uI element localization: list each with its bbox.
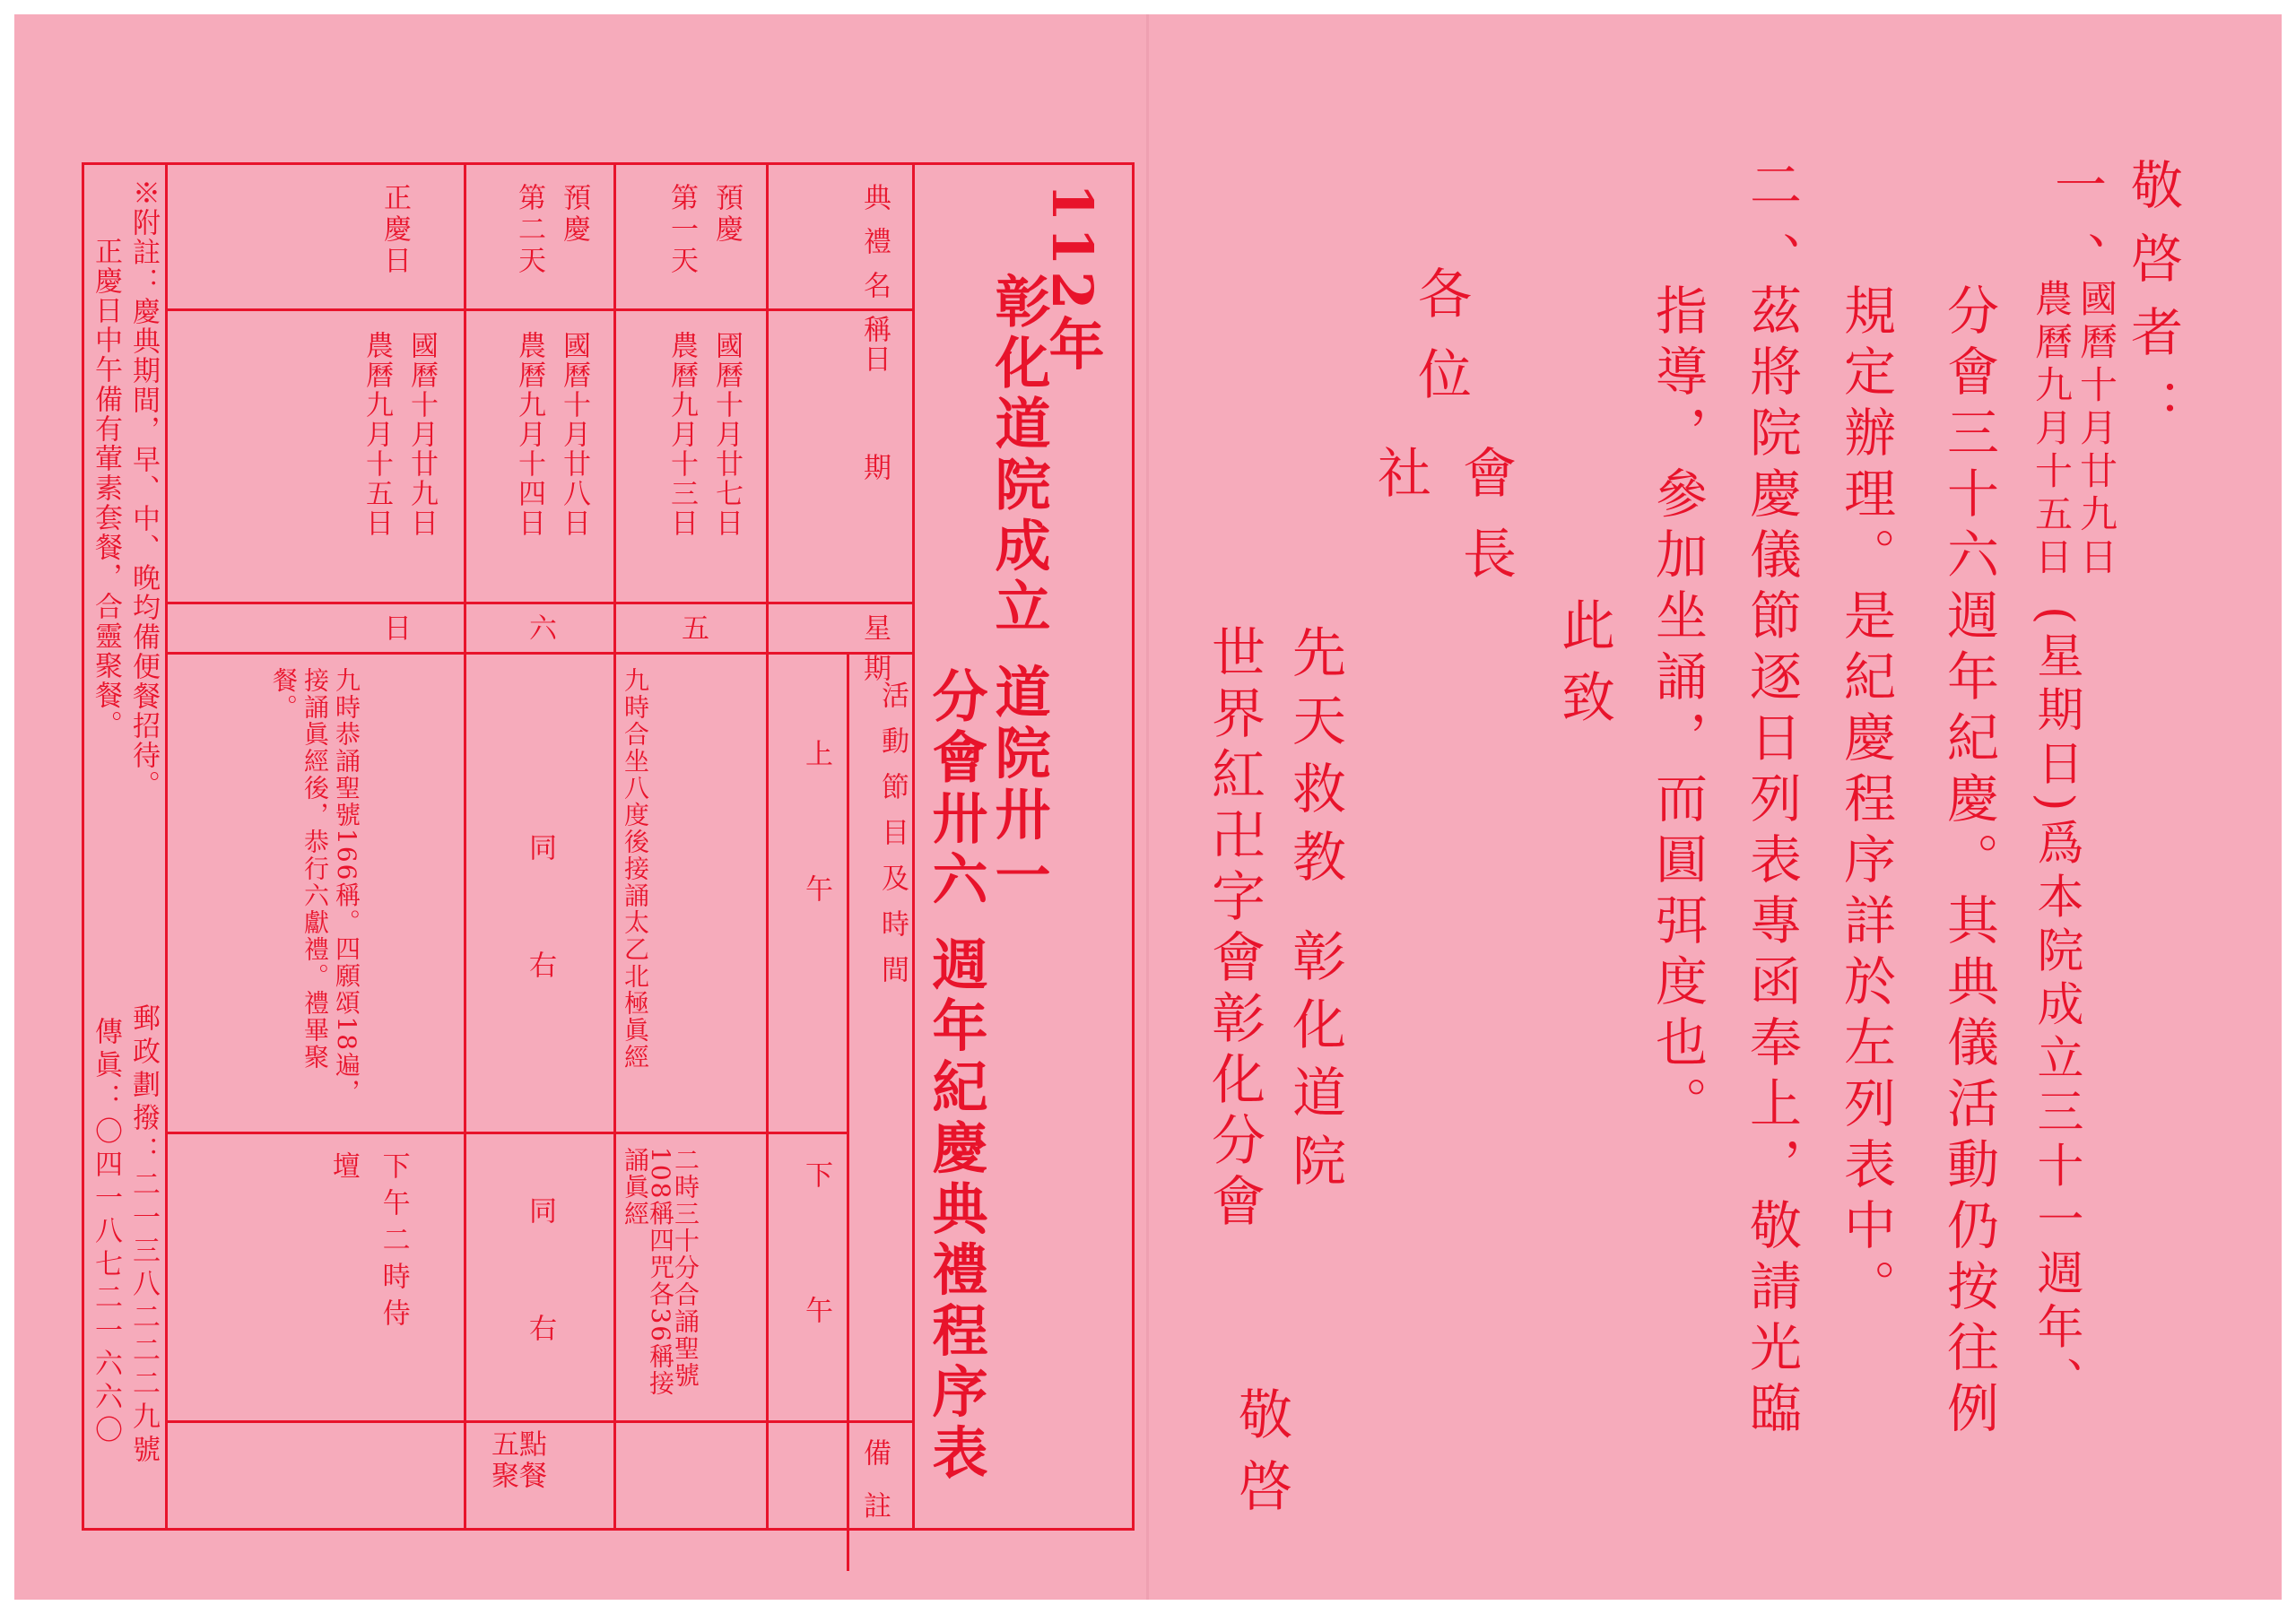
invitation-sheet: [14, 14, 2282, 1600]
note-postal: 郵政劃撥：二一三八二二二九號: [127, 1003, 160, 1468]
day2-greg: 國曆十月廿八日: [558, 331, 590, 538]
sender-1: 先天救教 彰化道院: [1283, 624, 1346, 1202]
note-fax: 傳眞：〇四一八七二一六六〇: [90, 1017, 122, 1448]
letter-closing: 敬啓: [1230, 1386, 1292, 1530]
fold-line: [1146, 14, 1149, 1600]
day1-lunar: 農曆九月十三日: [665, 331, 698, 538]
recipient-b: 會長: [1454, 445, 1517, 606]
recipient-a: 各位: [1409, 265, 1472, 427]
day1-name-a: 預慶: [710, 183, 743, 246]
item1-greg: 國曆十月廿九日: [2074, 279, 2118, 580]
title-line2: 分會卅六 週年紀慶典禮程序表: [923, 667, 988, 1485]
day3-pm: 下午二時侍壇: [326, 1151, 410, 1335]
day3-lunar: 農曆九月十五日: [361, 331, 393, 538]
header-name: 典禮名稱: [858, 183, 891, 359]
row-divider-activity: [165, 652, 912, 655]
item1-line4: 規定辦理。是紀慶程序詳於左列表中。: [1835, 283, 1896, 1320]
day1-pm: 二時三十分合誦聖號108稱四咒各36稱接誦眞經: [621, 1147, 700, 1398]
subcol-divider: [847, 652, 849, 1571]
row-divider-pm: [165, 1132, 847, 1134]
col-divider-day1: [766, 165, 769, 1528]
day3-am: 九時恭誦聖號166稱。四願頌18遍，接誦眞經後，恭行六獻禮。禮畢聚餐。: [269, 667, 361, 1106]
note-line2: 正慶日中午備有葷素套餐，合靈聚餐。: [90, 237, 122, 740]
pm-label: 下午: [800, 1160, 832, 1431]
day3-weekday: 日: [378, 613, 411, 645]
day2-pm: 同右: [524, 1196, 556, 1431]
item1-lunar: 農曆九月十五日: [2030, 279, 2074, 580]
day3-greg: 國曆十月廿九日: [405, 331, 438, 538]
item1-rest: (星期日)爲本院成立三十一週年、: [2029, 606, 2083, 1410]
day1-am: 九時合坐八度後接誦太乙北極眞經: [621, 667, 650, 1071]
row-divider-weekday: [165, 602, 912, 604]
item2-line2: 指導，參加坐誦，而圓弭度也。: [1647, 283, 1708, 1137]
title-line1: 彰化道院成立 道院卅一: [986, 273, 1051, 907]
sender-2: 世界紅卍字會彰化分會: [1203, 624, 1265, 1234]
note-line1: ※附註：慶典期間，早、中、晚均備便餐招待。: [127, 178, 160, 800]
row-divider-date: [165, 308, 912, 311]
day2-am: 同右: [524, 833, 556, 1068]
letter-salutation: 敬啓者：: [2122, 158, 2183, 452]
notes-divider: [165, 165, 168, 1528]
day1-name-b: 第一天: [665, 183, 698, 277]
am-label: 上午: [800, 739, 832, 1010]
col-divider-header: [912, 165, 915, 1528]
recipient-c: 社: [1369, 445, 1431, 516]
header-activity: 活動節目及時間: [876, 681, 909, 1001]
day1-greg: 國曆十月廿七日: [710, 331, 743, 538]
item2-line1: 茲將院慶儀節逐日列表專函奉上，敬請光臨: [1741, 283, 1802, 1442]
day1-weekday: 五: [676, 613, 709, 645]
col-divider-day2: [613, 165, 616, 1528]
item1-line3: 分會三十六週年紀慶。其典儀活動仍按往例: [1938, 283, 1999, 1442]
day2-name-b: 第二天: [513, 183, 545, 277]
item1-marker: 一、: [2046, 158, 2107, 305]
day3-name: 正慶日: [378, 183, 411, 277]
title-year: 112年: [1039, 183, 1105, 377]
letter-zhi: 此致: [1552, 597, 1615, 741]
schedule-table: [82, 162, 1135, 1544]
day2-note: 點餐五聚: [486, 1429, 546, 1492]
header-note: 備註: [858, 1438, 891, 1544]
item2-marker: 二、: [1741, 158, 1802, 305]
header-date: 日期: [858, 344, 891, 561]
header-weekday: 星期: [858, 613, 891, 694]
day2-weekday: 六: [524, 613, 556, 645]
day2-name-a: 預慶: [558, 183, 590, 246]
day2-lunar: 農曆九月十四日: [513, 331, 545, 538]
col-divider-day3: [464, 165, 466, 1528]
